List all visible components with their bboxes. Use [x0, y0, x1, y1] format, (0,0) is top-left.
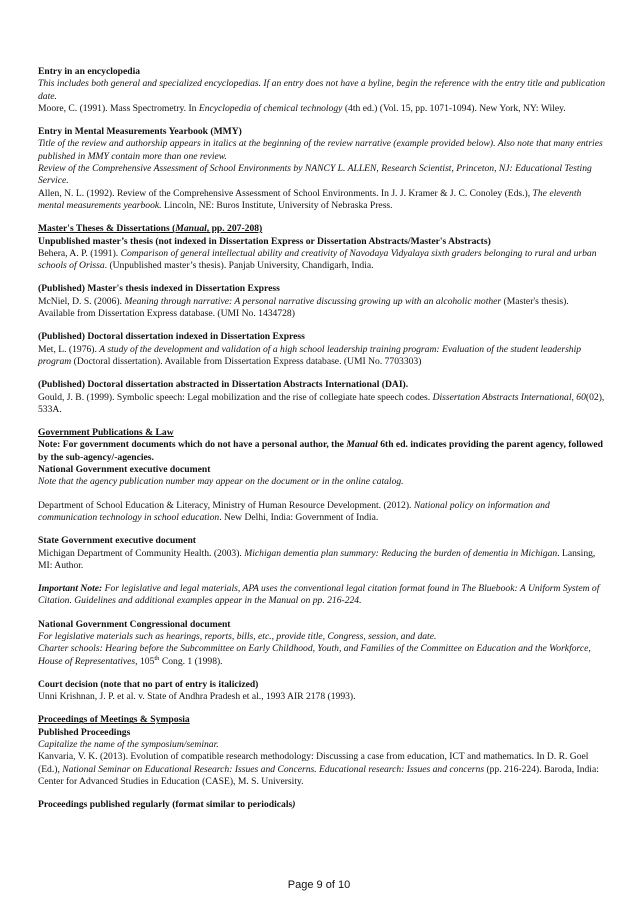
dai-section — [38, 379, 606, 416]
section-title-text: Master's Theses & Dissertations ( — [38, 223, 176, 235]
reference-text: Lincoln, NE: Buros Institute, University of Nebraska Press. — [161, 199, 393, 211]
reference-title: A study of the development and validation of a high school leadership training program: Evaluation of the student leadership program — [38, 343, 582, 367]
dai-heading: (Published) Doctoral dissertation abstracted in Dissertation Abstracts International (DAI). — [38, 379, 409, 391]
mmy-reference — [38, 188, 606, 213]
reference-text: (pp. 216-224). Baroda, India: Center for Advanced Studies in Education (CASE), M. S. University. — [38, 763, 599, 787]
proceedings-section-title: Proceedings of Meetings & Symposia — [38, 714, 190, 726]
reference-text: Allen, N. L. (1992). Review of the Comprehensive Assessment of School Environments. In J. J. Kramer & J. C. Conoley (Eds.), — [38, 187, 533, 199]
mmy-section — [38, 126, 606, 212]
reference-text: Department of School Education & Literacy, Ministry of Human Resource Development. (2012). — [38, 499, 414, 511]
reference-text: Behera, A. P. (1991). — [38, 247, 121, 259]
reference-title: Charter schools: Hearing before the Subcommittee on Early Childhood, Youth, and Families of the Committee on Education and the Workforce, House of Representatives, — [38, 643, 591, 667]
reference-text: Michigan Department of Community Health. (2003). — [38, 547, 245, 559]
mmy-heading: Entry in Mental Measurements Yearbook (MMY) — [38, 126, 242, 138]
mmy-review-line: Review of the Comprehensive Assessment of School Environments by NANCY L. ALLEN, Research Scientist, Princeton, NJ: Educational Testing Service. — [38, 163, 592, 187]
encyclopedia-note: This includes both general and specialized encyclopedias. If an entry does not have a byline, begin the reference with the entry title and publication date. — [38, 78, 606, 102]
reference-text: Cong. 1 (1998). — [159, 655, 223, 667]
reference-title: Comparison of general intellectual ability and creativity of Navodaya Vidyalaya sixth graders belonging to rural and urban schools of Orissa — [38, 247, 597, 272]
state-executive-section — [38, 535, 606, 572]
national-executive-reference-block — [38, 500, 606, 525]
published-proceedings-reference — [38, 751, 606, 788]
regular-proceedings-heading — [38, 799, 606, 811]
national-executive-note: Note that the agency publication number may appear on the document or in the online catalog. — [38, 476, 404, 488]
reference-title: Meaning through narrative: A personal narrative discussing growing up with an alcoholic mother — [124, 295, 502, 307]
published-masters-section — [38, 283, 606, 320]
important-note — [38, 583, 606, 608]
page-content — [38, 66, 606, 823]
published-masters-reference — [38, 296, 606, 321]
reference-text: (Doctoral dissertation). Available from Dissertation Express database. (UMI No. 7703303) — [71, 355, 422, 367]
reference-text: . (Unpublished master’s thesis). Panjab University, Chandigarh, India. — [104, 260, 374, 272]
state-executive-heading: State Government executive document — [38, 535, 196, 547]
government-national-section — [38, 427, 606, 488]
reference-text: . New Delhi, India: Government of India. — [219, 511, 379, 523]
published-proceedings-heading: Published Proceedings — [38, 726, 131, 738]
reference-title: National Seminar on Educational Research: Issues and Concerns. Educational research: Issues and concerns — [62, 763, 485, 775]
reference-text: (Master's thesis). Available from Dissertation Express database. (UMI No. 1434728) — [38, 295, 569, 320]
reference-text: McNiel, D. S. (2006). — [38, 295, 125, 307]
published-masters-heading: (Published) Master's thesis indexed in Dissertation Express — [38, 283, 280, 295]
reference-text: Gould, J. B. (1999). Symbolic speech: Legal mobilization and the rise of collegiate hate speech codes. — [38, 391, 433, 403]
theses-unpublished-section — [38, 223, 606, 272]
mmy-note: Title of the review and authorship appears in italics at the beginning of the review narrative (example provided below). Also note that many entries published in MMY contain more than one review. — [38, 138, 603, 162]
reference-text: Met, L. (1976). — [38, 343, 100, 355]
reference-title: Michigan dementia plan summary: Reducing the burden of dementia in Michigan — [244, 547, 558, 559]
reference-text: 105 — [137, 655, 155, 667]
section-title-text: , pp. 207-208) — [206, 223, 263, 235]
reference-title: National policy on information and communication technology in school education — [38, 499, 550, 523]
reference-text: (4th ed.) (Vol. 15, pp. 1071-1094). New York, NY: Wiley. — [342, 102, 566, 114]
congressional-note: For legislative materials such as hearings, reports, bills, etc., provide title, Congress, session, and date. — [38, 630, 437, 642]
court-decision-reference: Unni Krishnan, J. P. et al. v. State of Andhra Pradesh et al., 1993 AIR 2178 (1993). — [38, 691, 356, 703]
unpublished-thesis-reference — [38, 248, 606, 273]
reference-title: Encyclopedia of chemical technology — [198, 102, 343, 114]
congressional-reference — [38, 643, 606, 668]
published-doctoral-heading: (Published) Doctoral dissertation indexed in Dissertation Express — [38, 331, 305, 343]
theses-section-title — [38, 223, 606, 235]
heading-text: Proceedings published regularly (format similar to periodicals — [38, 799, 293, 811]
reference-text: . Lansing, MI: Author. — [38, 547, 596, 571]
important-note-section — [38, 583, 606, 608]
reference-text: Kanvaria, V. K. (2013). Evolution of compatible research methodology: Discussing a case from education, ICT and mathematics. In D. R. Goel (Ed.), — [38, 751, 589, 775]
encyclopedia-reference — [38, 103, 606, 115]
proceedings-section — [38, 714, 606, 788]
congressional-section — [38, 619, 606, 668]
national-executive-reference — [38, 500, 606, 525]
reference-title: Dissertation Abstracts International, 60 — [432, 391, 586, 403]
national-executive-heading: National Government executive document — [38, 464, 211, 476]
encyclopedia-section — [38, 66, 606, 115]
court-decision-heading: Court decision (note that no part of entry is italicized) — [38, 678, 259, 690]
published-doctoral-section — [38, 331, 606, 368]
heading-close: ) — [292, 799, 296, 811]
note-text: 6th ed. indicates providing the parent agency, followed by the sub-agency/-agencies. — [38, 439, 603, 463]
published-doctoral-reference — [38, 344, 606, 369]
reference-title: The eleventh mental measurements yearbook. — [38, 187, 582, 211]
section-title-manual: Manual — [175, 223, 207, 235]
reference-text: Moore, C. (1991). Mass Spectrometry. In — [38, 102, 199, 114]
government-section-title: Government Publications & Law — [38, 427, 174, 439]
regular-proceedings-section — [38, 799, 606, 811]
published-proceedings-note: Capitalize the name of the symposium/seminar. — [38, 739, 219, 751]
page-number-footer: Page 9 of 10 — [287, 879, 351, 891]
ordinal-suffix: th — [154, 654, 160, 662]
encyclopedia-heading: Entry in an encyclopedia — [38, 66, 141, 77]
government-note — [38, 439, 606, 464]
note-manual: Manual — [346, 439, 378, 451]
note-text: Note: For government documents which do not have a personal author, the — [38, 439, 347, 451]
dai-reference — [38, 392, 606, 417]
important-note-label: Important Note: — [38, 583, 103, 595]
state-executive-reference — [38, 548, 606, 573]
important-note-text: For legislative and legal materials, APA uses the conventional legal citation format found in The Bluebook: A Uniform System of Citation. Guidelines and additional examples appear in the Manual on pp. 216-224. — [38, 583, 600, 607]
unpublished-thesis-heading: Unpublished master’s thesis (not indexed in Dissertation Express or Dissertation Abstracts/Master's Abstracts) — [38, 235, 491, 247]
reference-text: (02), 533A. — [38, 391, 605, 415]
congressional-heading: National Government Congressional document — [38, 618, 231, 630]
court-decision-section — [38, 679, 606, 704]
